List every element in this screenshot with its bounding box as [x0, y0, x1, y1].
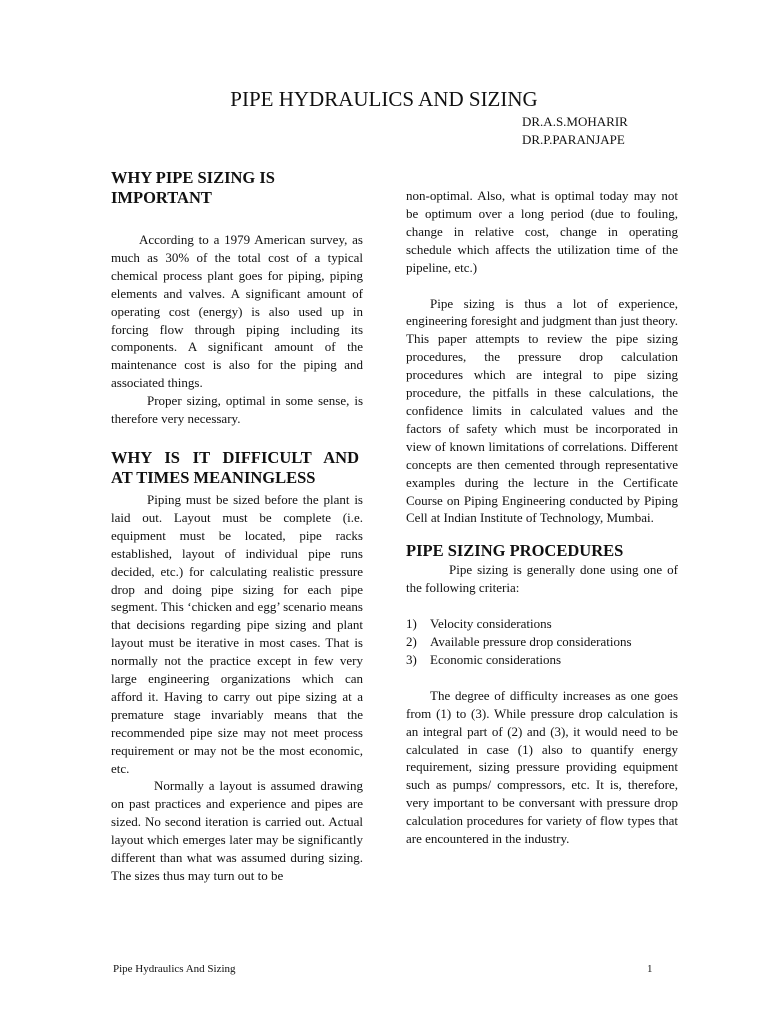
section-heading-procedures: PIPE SIZING PROCEDURES — [406, 541, 624, 561]
section-heading-importance: WHY PIPE SIZING IS IMPORTANT — [111, 168, 275, 207]
section-heading-difficulty-line2: AT TIMES MEANINGLESS — [111, 467, 316, 487]
author-1: DR.A.S.MOHARIR — [522, 114, 628, 129]
list-item: 2) Available pressure drop considerations — [406, 634, 632, 650]
paragraph-cost-survey: According to a 1979 American survey, as much as 30% of the total cost of a typical chemical process plant goes for piping, piping elements and valves. A significant amount of operating cost (energy) is also used up in forcing flow through piping including its components. A significant amount of the maintenance cost is also for the piping and associated things. — [111, 232, 363, 391]
criteria-list — [406, 615, 678, 669]
list-item: 3) Economic considerations — [406, 651, 562, 667]
paragraph-difficulty-degree: The degree of difficulty increases as one goes from (1) to (3). While pressure drop calculation is an integral part of (2) and (3), it would need to be calculated in case (1) also to quantify energy requirement, sizing pressure providing equipment such as pumps/ compressors, etc. It is, therefore, very important to be conversant with pressure drop calculation procedures for variety of flow types that are encountered in the industry. — [406, 687, 678, 847]
paragraph-experience: Pipe sizing is thus a lot of experience, engineering foresight and judgment than just theory. This paper attempts to review the pipe sizing procedures, the pressure drop calculation procedures which are integral to pipe sizing procedure, the pitfalls in these calculations, the confidence limits in calculated values and the factors of safety which must be incorporated in view of known limitations of correlations. Different concepts are then cemented through representative examples during the lecture in the Certificate Course on Piping Engineering conducted by Piping Cell at Indian Institute of Technology, Mumbai. — [406, 295, 678, 526]
paragraph-proper-sizing: Proper sizing, optimal in some sense, is therefore very necessary. — [111, 393, 363, 427]
section-heading-difficulty-line1: WHY IS IT DIFFICULT AND — [111, 447, 359, 467]
page-title: PIPE HYDRAULICS AND SIZING — [230, 87, 538, 111]
author-2: DR.P.PARANJAPE — [522, 132, 625, 147]
right-column — [406, 187, 678, 848]
paragraph-assumed-layout: Normally a layout is assumed drawing on past practices and experience and pipes are sized. No second iteration is carried out. Actual layout which emerges later may be significantly different than what was assumed during sizing. The sizes thus may turn out to be — [111, 778, 363, 883]
page-number: 1 — [647, 963, 653, 975]
list-item: 1) Velocity considerations — [406, 616, 552, 632]
paragraph-non-optimal: non-optimal. Also, what is optimal today may not be optimum over a long period (due to fouling, change in relative cost, change in operating schedule which affects the utilization time of the pipeline, etc.) — [406, 188, 678, 275]
paragraph-criteria-intro: Pipe sizing is generally done using one of the following criteria: — [406, 562, 678, 596]
author-block — [522, 113, 628, 149]
footer-title: Pipe Hydraulics And Sizing — [113, 963, 236, 975]
left-column — [111, 168, 363, 885]
paragraph-layout-iteration: Piping must be sized before the plant is laid out. Layout must be complete (i.e. equipment must be located, pipe racks established, layout of individual pipe runs decided, etc.) for calculating realistic pressure drop and doing pipe sizing for each pipe segment. This ‘chicken and egg’ scenario means that decisions regarding pipe sizing and plant layout must be iterative in most cases. That is normally not the practice except in few very large engineering organizations which can afford it. Having to carry out pipe sizing at a premature stage invariably means that the recommended pipe size may not meet process requirement or may not be the most economic, etc. — [111, 491, 363, 776]
